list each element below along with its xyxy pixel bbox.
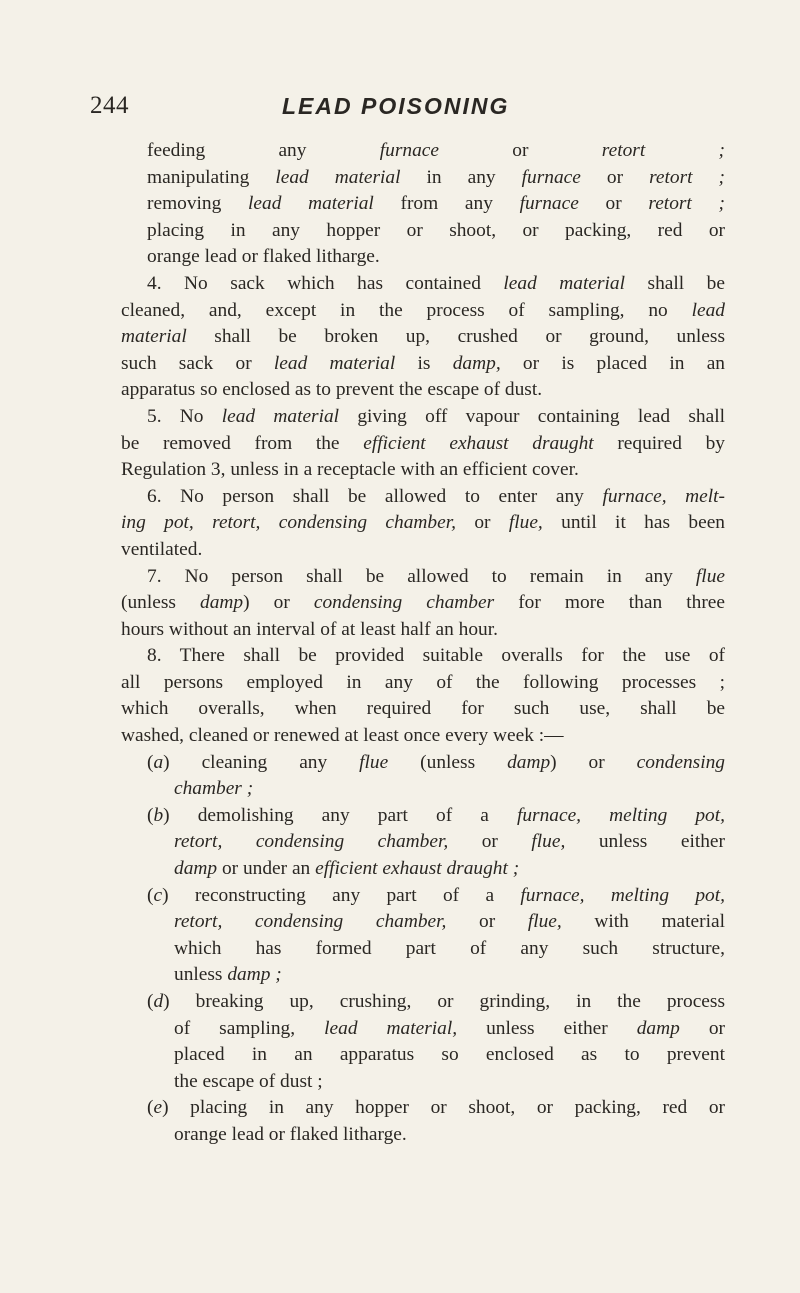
text-line: all persons employed in any of the following processes ; [121,671,725,693]
list-item-d: (d) breaking up, crushing, or grinding, in the process [147,991,725,1012]
paragraph-4: 4. No sack which has contained lead material shall be [147,272,725,294]
text-line: placed in an apparatus so enclosed as to prevent [174,1044,725,1066]
text-line: damp or under an efficient exhaust draught ; [174,858,520,880]
text-line: (unless damp) or condensing chamber for more than three [121,592,726,614]
text-line: unless damp ; [174,964,282,986]
text-line: chamber ; [174,778,254,800]
text-line: Regulation 3, unless in a receptacle with an efficient cover. [121,459,579,481]
list-item-a: (a) cleaning any flue (unless damp) or condensing [147,751,725,773]
text-line: manipulating lead material in any furnace or retort ; [147,166,725,188]
text-line: ing pot, retort, condensing chamber, or flue, until it has been [121,512,725,534]
text-line: which overalls, when required for such use, shall be [121,698,725,720]
page-header [90,86,730,126]
paragraph-5: 5. No lead material giving off vapour containing lead shall [147,405,725,427]
text-line: which has formed part of any such structure, [174,937,725,959]
page-number: 244 [90,92,129,119]
text-line: cleaned, and, except in the process of sampling, no lead [121,299,725,321]
text-line: hours without an interval of at least half an hour. [121,618,498,640]
text-line: ventilated. [121,538,203,560]
text-line: apparatus so enclosed as to prevent the escape of dust. [121,379,543,401]
text-line: placing in any hopper or shoot, or packing, red or [147,219,725,241]
text-line: such sack or lead material is damp, or is placed in an [121,352,726,374]
text-line: washed, cleaned or renewed at least once every week :— [121,725,564,747]
text-line: orange lead or flaked litharge. [147,246,380,268]
list-item-e: (e) placing in any hopper or shoot, or packing, red or [147,1097,725,1119]
paragraph-8: 8. There shall be provided suitable overalls for the use of [147,645,725,667]
text-line: of sampling, lead material, unless either damp or [174,1017,725,1039]
text-line: orange lead or flaked litharge. [174,1123,407,1145]
text-line: removing lead material from any furnace or retort ; [147,193,725,215]
text-line: retort, condensing chamber, or flue, unless either [174,831,725,853]
paragraph-7: 7. No person shall be allowed to remain in any flue [147,565,725,587]
body-text [121,138,725,1149]
text-line: feeding any furnace or retort ; [147,140,725,161]
text-line: material shall be broken up, crushed or ground, unless [121,326,725,348]
list-item-c: (c) reconstructing any part of a furnace, melting pot, [147,884,725,906]
paragraph-6: 6. No person shall be allowed to enter any furnace, melt- [147,485,725,507]
list-item-b: (b) demolishing any part of a furnace, melting pot, [147,804,725,826]
running-title: LEAD POISONING [282,93,510,119]
text-line: the escape of dust ; [174,1070,323,1092]
text-line: be removed from the efficient exhaust draught required by [121,432,726,454]
text-line: retort, condensing chamber, or flue, with material [174,911,725,933]
